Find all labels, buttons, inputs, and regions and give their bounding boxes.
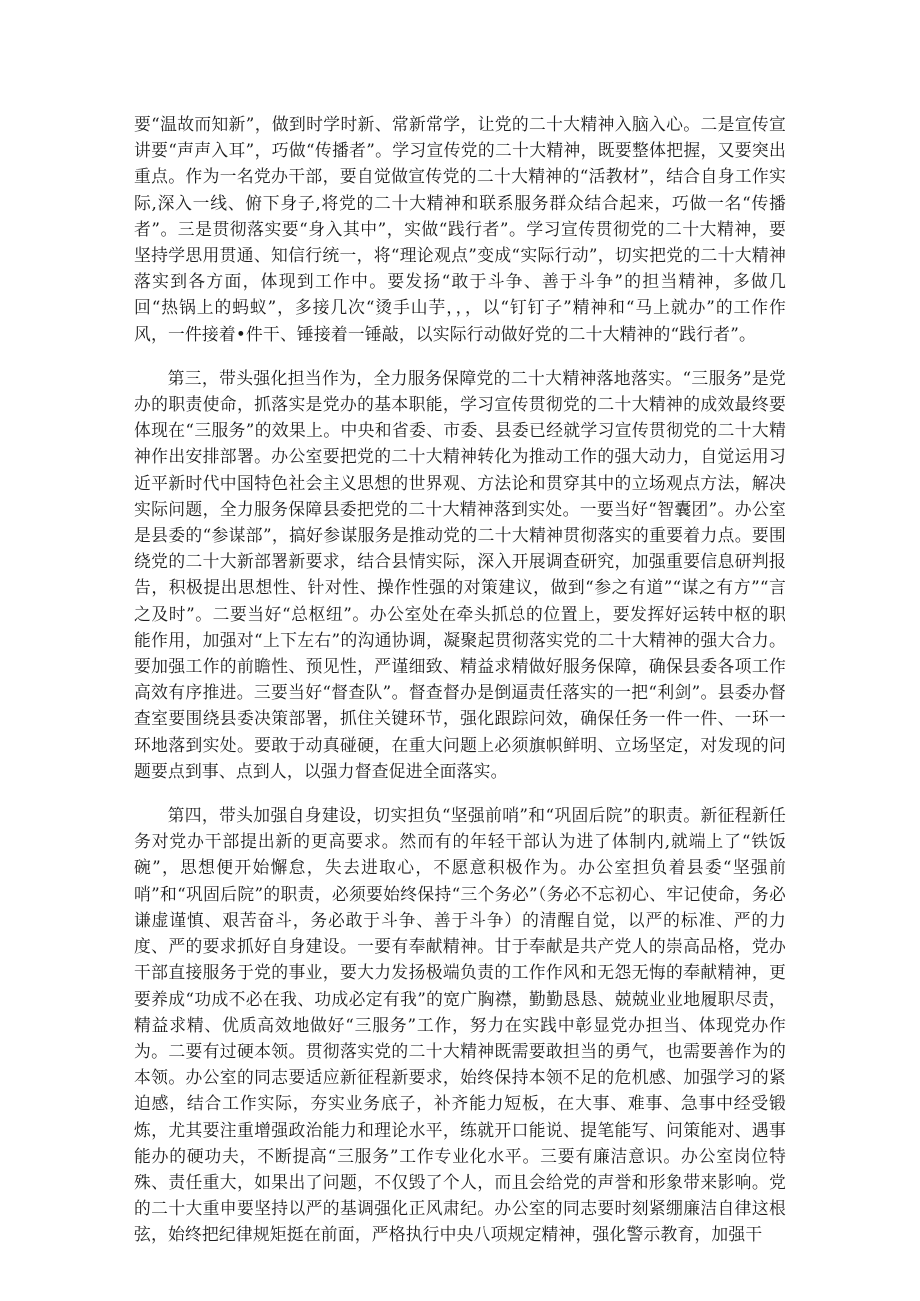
document-page <box>134 111 786 1248</box>
paragraph-third-point: 第三，带头强化担当作为，全力服务保障党的二十大精神落地落实。“三服务”是党办的职责使命，抓落实是党办的基本职能，学习宣传贯彻党的二十大精神的成效最终要体现在“三服务”的效果上。中央和省委、市委、县委已经就学习宣传贯彻党的二十大精神作出安排部署。办公室要把党的二十大精神转化为推动工作的强大动力，自觉运用习近平新时代中国特色社会主义思想的世界观、方法论和贯穿其中的立场观点方法，解决实际问题，全力服务保障县委把党的二十大精神落到实处。一要当好“智囊团”。办公室是县委的“参谋部”，搞好参谋服务是推动党的二十大精神贯彻落实的重要着力点。要围绕党的二十大新部署新要求，结合县情实际，深入开展调查研究，加强重要信息研判报告，积极提出思想性、针对性、操作性强的对策建议，做到“参之有道”“谋之有方”“言之及时”。二要当好“总枢纽”。办公室处在牵头抓总的位置上，要发挥好运转中枢的职能作用，加强对“上下左右”的沟通协调，凝聚起贯彻落实党的二十大精神的强大合力。要加强工作的前瞻性、预见性，严谨细致、精益求精做好服务保障，确保县委各项工作高效有序推进。三要当好“督查队”。督查督办是倒逼责任落实的一把“利剑”。县委办督查室要围绕县委决策部署，抓住关键环节，强化跟踪问效，确保任务一件一件、一环一环地落到实处。要敢于动真碰硬，在重大问题上必须旗帜鲜明、立场坚定，对发现的问题要点到事、点到人，以强力督查促进全面落实。 <box>134 367 786 781</box>
paragraph-continuation: 要“温故而知新”，做到时学时新、常新常学，让党的二十大精神入脑入心。二是宣传宣讲要“声声入耳”，巧做“传播者”。学习宣传党的二十大精神，既要整体把握，又要突出重点。作为一名党办干部，要自觉做宣传党的二十大精神的“活教材”，结合自身工作实际,深入一线、俯下身子,将党的二十大精神和联系服务群众结合起来，巧做一名“传播者”。三是贯彻落实要“身入其中”，实做“践行者”。学习宣传贯彻党的二十大精神，要坚持学思用贯通、知信行统一，将“理论观点”变成“实际行动”，切实把党的二十大精神落实到各方面，体现到工作中。要发扬“敢于斗争、善于斗争”的担当精神，多做几回“热锅上的蚂蚁”，多接几次“烫手山芋，，，以“钉钉子”精神和“马上就办”的工作作风，一件接着•件干、锤接着一锤敲，以实际行动做好党的二十大精神的“践行者”。 <box>134 114 786 344</box>
paragraph-gap <box>134 347 786 365</box>
paragraph-gap <box>134 784 786 802</box>
paragraph-fourth-point: 第四，带头加强自身建设，切实担负“坚强前哨”和“巩固后院”的职责。新征程新任务对党办干部提出新的更高要求。然而有的年轻干部认为进了体制内,就端上了“铁饭碗”，思想便开始懈怠，失去进取心，不愿意积极作为。办公室担负着县委“坚强前哨”和“巩固后院”的职责，必须要始终保持“三个务必”（务必不忘初心、牢记使命，务必谦虚谨慎、艰苦奋斗，务必敢于斗争、善于斗争）的清醒自觉，以严的标准、严的力度、严的要求抓好自身建设。一要有奉献精神。甘于奉献是共产党人的崇高品格，党办干部直接服务于党的事业，要大力发扬极端负责的工作作风和无怨无悔的奉献精神，更要养成“功成不必在我、功成必定有我”的宽广胸襟，勤勤恳恳、兢兢业业地履职尽责，精益求精、优质高效地做好“三服务”工作，努力在实践中彰显党办担当、体现党办作为。二要有过硬本领。贯彻落实党的二十大精神既需要敢担当的勇气，也需要善作为的本领。办公室的同志要适应新征程新要求，始终保持本领不足的危机感、加强学习的紧迫感，结合工作实际，夯实业务底子，补齐能力短板，在大事、难事、急事中经受锻炼，尤其要注重增强政治能力和理论水平，练就开口能说、提笔能写、问策能对、遇事能办的硬功夫，不断提高“三服务”工作专业化水平。三要有廉洁意识。办公室岗位特殊、责任重大，如果出了问题，不仅毁了个人，而且会给党的声誉和形象带来影响。党的二十大重申要坚持以严的基调强化正风肃纪。办公室的同志要时刻紧绷廉洁自律这根弦，始终把纪律规矩挺在前面，严格执行中央八项规定精神，强化警示教育，加强干 <box>134 805 786 1245</box>
